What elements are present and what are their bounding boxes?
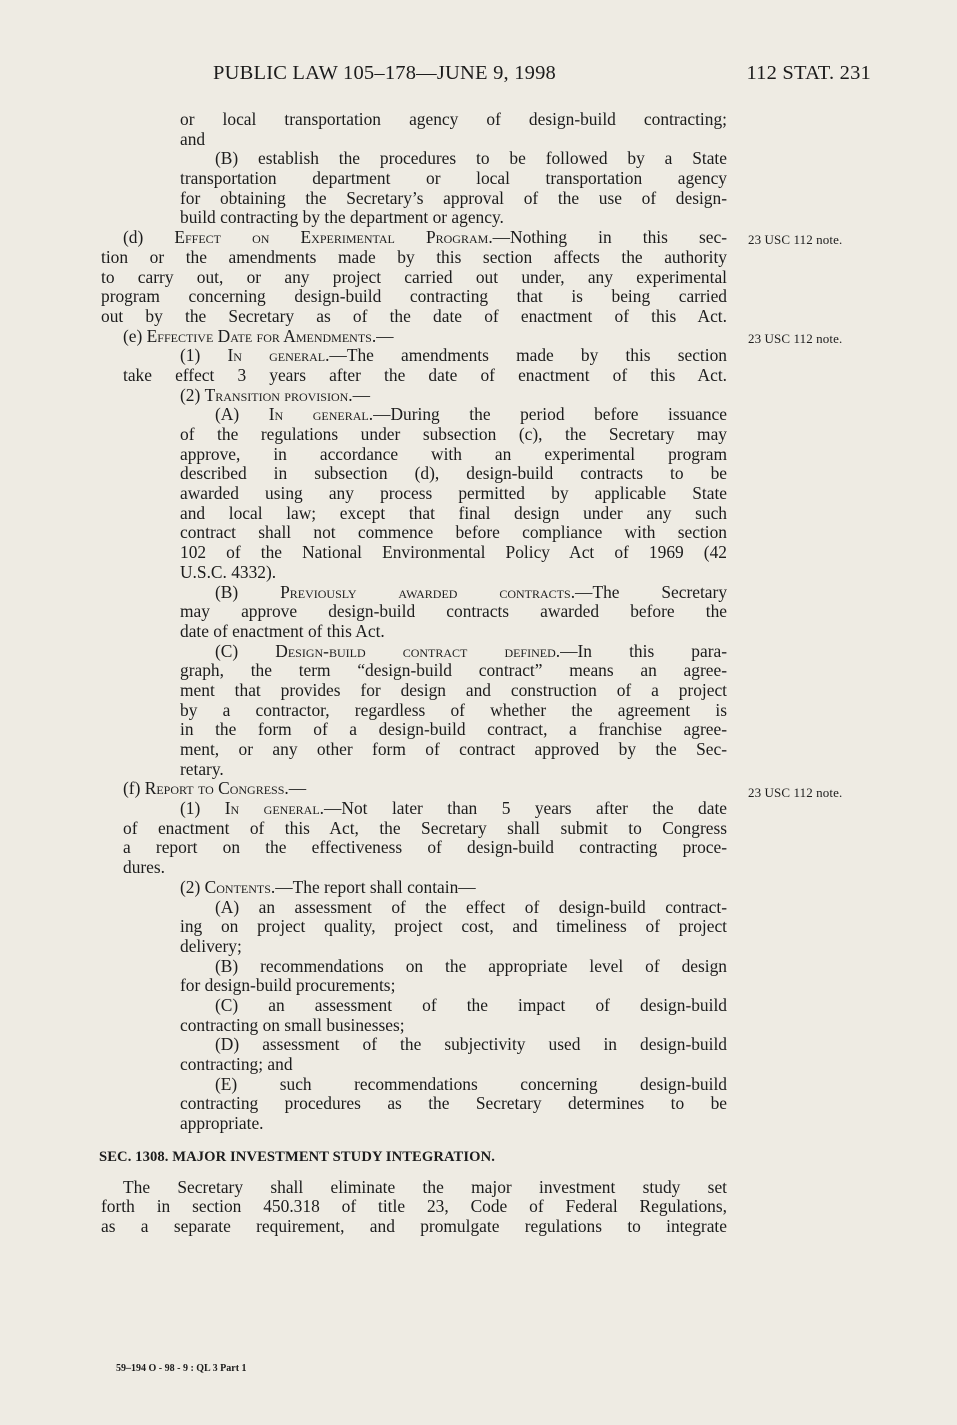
text-line: build contracting by the department or agency. [180, 207, 504, 228]
text-line: of the regulations under subsection (c), the Secretary may [180, 424, 727, 444]
subsection-e-heading: (e) Effective Date for Amendments.— [123, 325, 394, 346]
header-title: PUBLIC LAW 105–178—JUNE 9, 1998 [213, 62, 556, 84]
paragraph-f1-heading: (1) In general.—Not later than 5 years after the date [180, 798, 727, 819]
text-line: and local law; except that final design under any such [180, 502, 727, 523]
text-line: date of enactment of this Act. [180, 620, 385, 641]
subsection-d-heading: (d) Effect on Experimental Program.—Nothing in this sec- [123, 227, 727, 248]
text-line: retary. [180, 758, 224, 779]
text-line: approve, in accordance with an experimental program [180, 443, 727, 464]
text-line: graph, the term “design-build contract” means an agree- [180, 660, 727, 681]
text-line: for design-build procurements; [180, 975, 396, 996]
text-line: ment that provides for design and construction of a project [180, 679, 727, 700]
text-line: appropriate. [180, 1113, 264, 1134]
text-line: ing on project quality, project cost, and timeliness of project [180, 916, 727, 937]
text-line: contracting procedures as the Secretary determines to be [180, 1093, 727, 1114]
subparagraph-C-heading: (C) Design-build contract defined.—In this para- [215, 640, 728, 661]
text-line: forth in section 450.318 of title 23, Code of Federal Regulations, [101, 1196, 727, 1217]
text-line: (B) recommendations on the appropriate level of design [215, 955, 727, 976]
text-line: to carry out, or any project carried out under, any experimental [101, 266, 727, 287]
text-line: delivery; [180, 935, 242, 956]
text-line: and [180, 128, 206, 149]
text-line: transportation department or local transportation agency [180, 168, 727, 189]
text-line: may approve design-build contracts awarded before the [180, 601, 727, 622]
text-line: contracting on small businesses; [180, 1014, 405, 1035]
body-text [101, 110, 727, 1237]
text-line: (A) an assessment of the effect of design-build contract- [215, 896, 727, 917]
paragraph-f2-heading: (2) Contents.—The report shall contain— [180, 876, 476, 897]
subparagraph-B-heading: (B) Previously awarded contracts.—The Secretary [215, 581, 728, 602]
text-line: or local transportation agency of design-build contracting; [180, 109, 727, 129]
section-1308-heading: SEC. 1308. MAJOR INVESTMENT STUDY INTEGRATION. [99, 1148, 495, 1165]
paragraph-e1-heading: (1) In general.—The amendments made by this section [180, 345, 727, 366]
margin-note-d: 23 USC 112 note. [748, 232, 843, 247]
running-header [0, 62, 957, 88]
text-line: 102 of the National Environmental Policy Act of 1969 (42 [180, 542, 727, 563]
text-line: by a contractor, regardless of whether the agreement is [180, 699, 727, 720]
paragraph-e2-heading: (2) Transition provision.— [180, 384, 371, 405]
text-line: tion or the amendments made by this section affects the authority [101, 246, 727, 267]
margin-note-e: 23 USC 112 note. [748, 331, 843, 346]
text-line: (B) establish the procedures to be followed by a State [215, 148, 727, 169]
text-line: program concerning design-build contracting that is being carried [101, 286, 727, 307]
text-line: contract shall not commence before compliance with section [180, 522, 727, 543]
text-line: (E) such recommendations concerning design-build [215, 1073, 727, 1094]
header-stat-page: 112 STAT. 231 [746, 62, 871, 84]
text-line: out by the Secretary as of the date of enactment of this Act. [101, 305, 727, 326]
text-line: take effect 3 years after the date of enactment of this Act. [123, 364, 727, 385]
text-line: ment, or any other form of contract approved by the Sec- [180, 739, 727, 759]
text-line: for obtaining the Secretary’s approval of the use of design- [180, 187, 727, 208]
text-line: as a separate requirement, and promulgate regulations to integrate [101, 1216, 727, 1237]
text-line: a report on the effectiveness of design-build contracting proce- [123, 837, 727, 858]
text-line: awarded using any process permitted by applicable State [180, 483, 727, 504]
subsection-f-heading: (f) Report to Congress.— [123, 778, 307, 799]
text-line: described in subsection (d), design-build contracts to be [180, 463, 727, 484]
text-line: dures. [123, 857, 166, 878]
text-line: (D) assessment of the subjectivity used in design-build [215, 1034, 727, 1055]
text-line: of enactment of this Act, the Secretary shall submit to Congress [123, 817, 727, 838]
print-job-code: 59–194 O - 98 - 9 : QL 3 Part 1 [116, 1363, 247, 1374]
subparagraph-A-heading: (A) In general.—During the period before issuance [215, 404, 727, 425]
text-line: (C) an assessment of the impact of design-build [215, 994, 727, 1015]
text-line: The Secretary shall eliminate the major investment study set [123, 1176, 727, 1197]
margin-note-f: 23 USC 112 note. [748, 785, 843, 800]
text-line: U.S.C. 4332). [180, 561, 277, 582]
text-line: in the form of a design-build contract, a franchise agree- [180, 719, 727, 740]
text-line: contracting; and [180, 1054, 293, 1074]
